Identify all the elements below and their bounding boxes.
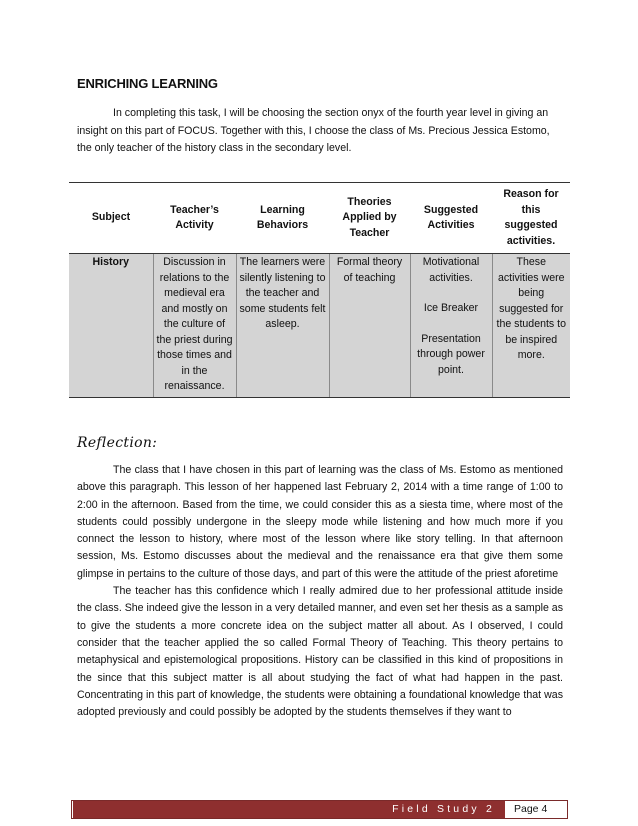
header-theories: Theories Applied by Teacher (329, 183, 410, 254)
cell-suggested-activities (410, 254, 492, 398)
header-teacher-activity: Teacher’s Activity (153, 183, 236, 254)
header-subject: Subject (69, 183, 153, 254)
activity-motivational: Motivational activities. (422, 256, 480, 284)
reflection-text-1: The class that I have chosen in this part of learning was the class of Ms. Estomo as mentioned above this paragraph. This lesson of her happened last February 2, 2014 with a time range of 1:00 to 2:00 in the afternoon. Based from the time, we could consider this as a siesta time, where most of the students could possibly undergone in the sleepy mode while listening and how much more if you connect the lesson to history, where most of the lesson where like story telling. In that afternoon session, Ms. Estomo discusses about the medieval and the renaissance era that give them some glimpse in pertains to the culture of those days, and part of this were the attitude of the priest aforetime (77, 464, 563, 580)
cell-subject: History (69, 254, 153, 398)
table-header-row (69, 183, 570, 254)
reflection-text-2: The teacher has this confidence which I really admired due to her professional attitude inside the class. She indeed give the lesson in a very detailed manner, and even set her thesis as a sample as to give the students a more concrete idea on the subject matter all about. As I observed, I could consider that the teacher applied the so called Formal Theory of Teaching. This theory pertains to metaphysical and epistemological propositions. History can be classified in this kind of propositions in the since that this subject matter is all about studying the fact of what had happen in the past. Concentrating in this part of knowledge, the students were obtaining a foundational knowledge that was adopted previously and could possibly be adopted by the students themselves if they want to (77, 585, 563, 719)
table-row (69, 254, 570, 398)
intro-text: In completing this task, I will be choosing the section onyx of the fourth year level in giving an insight on this part of FOCUS. Together with this, I choose the class of Ms. Precious Jessica Estomo, the only teacher of the history class in the secondary level. (77, 107, 550, 154)
footer-page-number: Page 4 (514, 803, 548, 815)
activity-presentation: Presentation through power point. (417, 332, 485, 376)
task-table (69, 182, 570, 398)
header-learning-behaviors: Learning Behaviors (236, 183, 329, 254)
cell-reason: These activities were being suggested for the students to be inspired more. (492, 254, 570, 398)
reflection-paragraph (77, 462, 563, 583)
activity-ice-breaker: Ice Breaker (423, 302, 479, 314)
header-reason: Reason for this suggested activities. (492, 183, 570, 254)
cell-theories: Formal theory of teaching (329, 254, 410, 398)
reflection-body (77, 462, 563, 721)
intro-paragraph (77, 105, 564, 158)
reflection-title: Reflection: (77, 435, 158, 451)
section-heading: ENRICHING LEARNING (77, 76, 218, 91)
cell-learning-behaviors: The learners were silently listening to the teacher and some students felt asleep. (236, 254, 329, 398)
header-suggested-activities: Suggested Activities (410, 183, 492, 254)
cell-teacher-activity: Discussion in relations to the medieval era and mostly on the culture of the priest during those times and in the renaissance. (153, 254, 236, 398)
reflection-paragraph (77, 583, 563, 721)
footer-course-label: Field Study 2 (73, 801, 505, 818)
